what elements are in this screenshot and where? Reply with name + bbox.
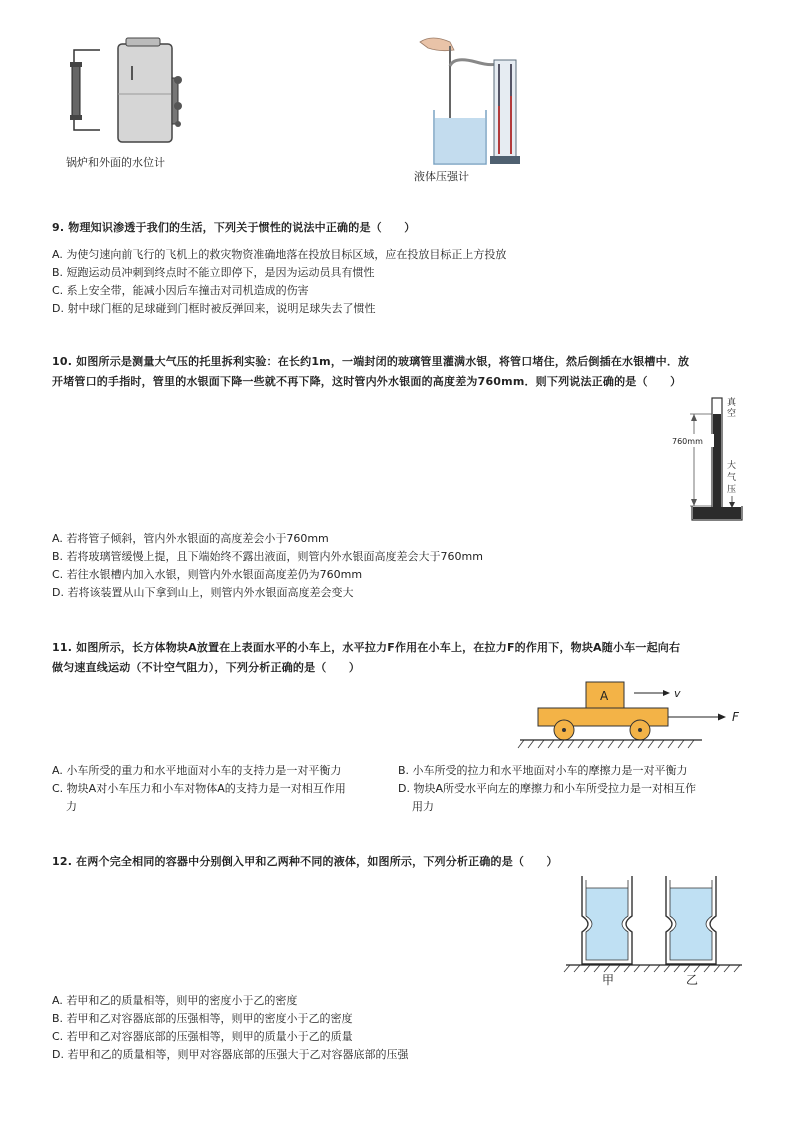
q11-stem-line1: 11. 如图所示，长方体物块A放置在上表面水平的小车上，水平拉力F作用在小车上，在拉力F的作用下，物块A随小车一起向右 — [52, 641, 681, 654]
q10-option-b: B. 若将玻璃管缓慢上提，且下端始终不露出液面，则管内外水银面高度差会大于760mm — [52, 550, 483, 563]
velocity-label: v — [674, 687, 681, 700]
q12-option-b: B. 若甲和乙对容器底部的压强相等，则甲的密度小于乙的密度 — [52, 1012, 353, 1025]
q9-stem: 9. 物理知识渗透于我们的生活，下列关于惯性的说法中正确的是（ ） — [52, 221, 416, 234]
force-label: F — [732, 710, 739, 724]
cart-figure — [516, 678, 746, 758]
torricelli-figure — [668, 394, 748, 524]
q10-option-c: C. 若往水银槽内加入水银，则管内外水银面高度差仍为760mm — [52, 568, 363, 581]
manometer-base — [490, 156, 520, 164]
q9-option-b: B. 短跑运动员冲刺到终点时不能立即停下，是因为运动员具有惯性 — [52, 266, 375, 279]
q11-option-c-line1: C. 物块A对小车压力和小车对物体A的支持力是一对相互作用 — [52, 782, 346, 795]
q10-option-a: A. 若将管子倾斜，管内外水银面的高度差会小于760mm — [52, 532, 329, 545]
boiler-caption: 锅炉和外面的水位计 — [66, 156, 165, 169]
q10-option-d: D. 若将该装置从山下拿到山上，则管内外水银面高度差会变大 — [52, 586, 354, 599]
q9-option-c: C. 系上安全带，能减小因后车撞击对司机造成的伤害 — [52, 284, 309, 297]
q11-option-c-line2: 力 — [66, 800, 77, 813]
vacuum-label-1: 真 — [727, 398, 737, 408]
manometer-figure — [410, 36, 530, 166]
atm-label-2: 气 — [727, 473, 737, 483]
containers-figure — [560, 872, 750, 990]
q11-option-d-line1: D. 物块A所受水平向左的摩擦力和小车所受拉力是一对相互作 — [398, 782, 696, 795]
hand — [420, 38, 454, 51]
vacuum-label-2: 空 — [727, 409, 737, 419]
mercury-column — [713, 414, 721, 510]
block-a-label: A — [600, 689, 609, 703]
q12-option-c: C. 若甲和乙对容器底部的压强相等，则甲的质量小于乙的质量 — [52, 1030, 353, 1043]
q9-option-a: A. 为使匀速向前飞行的飞机上的救灾物资准确地落在投放目标区域，应在投放目标正上方投放 — [52, 248, 507, 261]
atm-label-1: 大 — [727, 461, 737, 471]
q12-option-a: A. 若甲和乙的质量相等，则甲的密度小于乙的密度 — [52, 994, 298, 1007]
q11-option-d-line2: 用力 — [412, 800, 434, 813]
q12-option-d: D. 若甲和乙的质量相等，则甲对容器底部的压强大于乙对容器底部的压强 — [52, 1048, 409, 1061]
q10-stem-line2: 开堵管口的手指时，管里的水银面下降一些就不再下降，这时管内外水银面的高度差为760mm．则下列说法正确的是（ ） — [52, 375, 682, 388]
q9-option-d: D. 射中球门框的足球碰到门框时被反弹回来，说明足球失去了惯性 — [52, 302, 376, 315]
q11-stem-line2: 做匀速直线运动（不计空气阻力），下列分析正确的是（ ） — [52, 661, 361, 674]
boiler-figure — [60, 36, 190, 148]
manometer-caption: 液体压强计 — [414, 170, 469, 183]
q11-option-b: B. 小车所受的拉力和水平地面对小车的摩擦力是一对平衡力 — [398, 764, 688, 777]
q10-stem-line1: 10. 如图所示是测量大气压的托里拆利实验：在长约1m，一端封闭的玻璃管里灌满水银，将管口堵住，然后倒插在水银槽中．放 — [52, 355, 690, 368]
beaker-liquid — [435, 118, 485, 163]
q11-option-a: A. 小车所受的重力和水平地面对小车的支持力是一对平衡力 — [52, 764, 342, 777]
q12-stem: 12. 在两个完全相同的容器中分别倒入甲和乙两种不同的液体，如图所示，下列分析正确的是（ ） — [52, 855, 558, 868]
gauge-tube — [72, 66, 80, 116]
height-label: 760mm — [672, 437, 703, 446]
manometer-board — [494, 60, 516, 160]
boiler-tank — [118, 44, 172, 142]
right-label: 乙 — [686, 973, 699, 987]
left-label: 甲 — [602, 973, 615, 987]
atm-label-3: 压 — [727, 485, 737, 495]
